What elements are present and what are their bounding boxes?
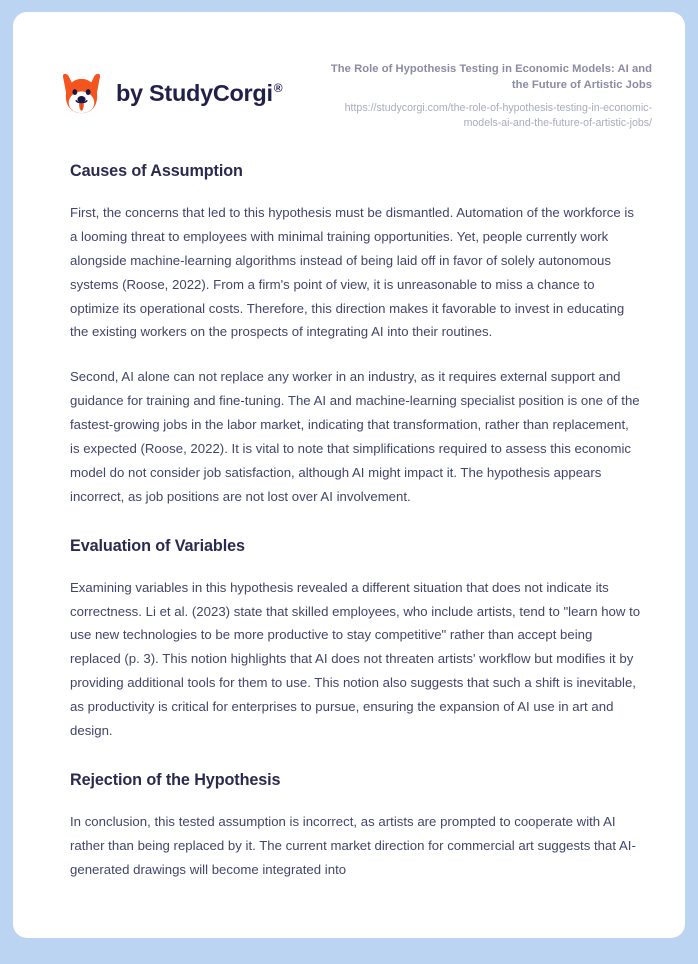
section-heading-evaluation-of-variables: Evaluation of Variables xyxy=(70,536,245,555)
registered-trademark-icon: ® xyxy=(273,81,283,96)
source-url[interactable]: https://studycorgi.com/the-role-of-hypothesis-testing-in-economic-models-ai-and-the-future-of-artistic-jobs/ xyxy=(344,101,652,130)
paragraph: In conclusion, this tested assumption is incorrect, as artists are prompted to cooperate with AI rather than being replaced by it. The current market direction for commercial art suggests that AI-generated drawings will become integrated into xyxy=(70,813,636,877)
document-header xyxy=(13,12,685,162)
section-heading-rejection-of-the-hypothesis: Rejection of the Hypothesis xyxy=(70,770,281,789)
paragraph: Examining variables in this hypothesis revealed a different situation that does not indicate its correctness. Li et al. (2023) state that skilled employees, who include artists, tend to "learn how to use new technologies to be more productive to stay competitive" rather than accept being replaced (p. 3). This notion highlights that AI does not threaten artists' workflow but modifies it by providing additional tools for them to use. This notion also suggests that such a shift is inevitable, as productivity is critical for enterprises to pursue, ensuring the expansion of AI use in art and design. xyxy=(70,579,641,739)
document-card xyxy=(13,12,685,938)
document-body xyxy=(13,162,685,938)
corgi-face-icon xyxy=(58,70,105,117)
document-meta xyxy=(315,59,652,132)
paragraph: Second, AI alone can not replace any worker in an industry, as it requires external support and guidance for training and fine-tuning. The AI and machine-learning specialist position is one of the fastest-growing jobs in the labor market, indicating that transformation, rather than replacement, is expected (Roose, 2022). It is vital to note that simplifications required to assess this economic model do not consider job satisfaction, although AI might impact it. The hypothesis appears incorrect, as job positions are not lost over AI involvement. xyxy=(70,369,640,504)
brand-name-text: by StudyCorgi xyxy=(116,80,273,106)
paragraph: First, the concerns that led to this hypothesis must be dismantled. Automation of the workforce is a looming threat to employees with minimal training opportunities. Yet, people currently work alongside machine-learning algorithms instead of being laid off in favor of solely autonomous systems (Roose, 2022). From a firm's point of view, it is unreasonable to miss a chance to optimize its operational costs. Therefore, this direction makes it favorable to invest in educating the existing workers on the prospects of integrating AI into their routines. xyxy=(70,205,634,340)
page-title: The Role of Hypothesis Testing in Economic Models: AI and the Future of Artistic Jobs xyxy=(330,63,652,91)
section-heading-causes-of-assumption: Causes of Assumption xyxy=(70,162,243,180)
brand-name xyxy=(116,80,282,107)
brand-logo[interactable] xyxy=(58,70,282,117)
